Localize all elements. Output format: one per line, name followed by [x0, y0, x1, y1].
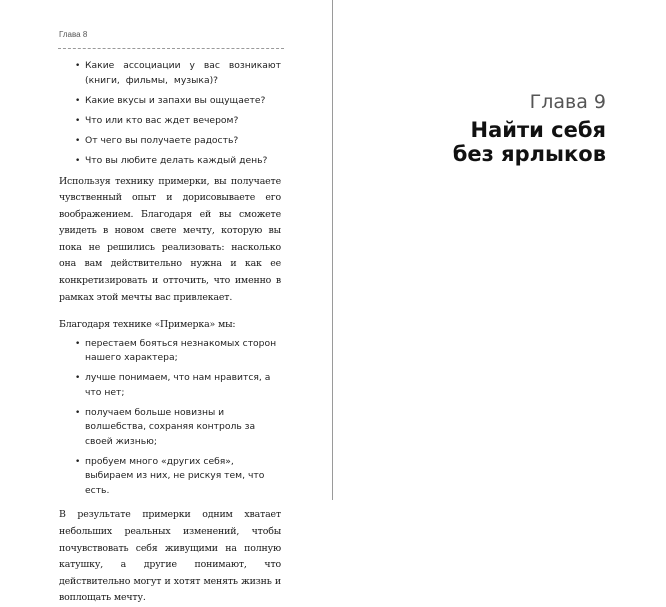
benefits-list — [59, 337, 281, 499]
list-item — [59, 59, 281, 88]
list-item — [59, 134, 281, 149]
list-item-text: От чего вы получаете радость? — [85, 134, 239, 146]
right-page — [333, 0, 666, 500]
list-item — [59, 455, 281, 499]
left-page-content — [59, 59, 281, 607]
questions-list — [59, 59, 281, 168]
list-item-text: лучше понимаем, что нам нравится, а что нет; — [85, 372, 271, 398]
lead-in-sentence: Благодаря технике «Примерка» мы: — [59, 319, 236, 331]
list-item — [59, 337, 281, 366]
chapter-title-line-2: без ярлыков — [452, 142, 606, 166]
list-item-text: получаем больше новизны и волшебства, сохраняя контроль за своей жизнью; — [85, 406, 256, 447]
bullet-icon: • — [75, 373, 81, 384]
list-item — [59, 114, 281, 129]
list-item-text: Что или кто вас ждет вечером? — [85, 114, 239, 126]
closing-paragraph: В результате примерки одним хватает небольших реальных изменений, чтобы почувствовать себя живущими на полную катушку, а другие понимают, что действительно могут и хотят менять жизнь и воплощать мечту. — [59, 509, 281, 604]
bullet-icon: • — [75, 338, 81, 349]
list-item-text: перестаем бояться незнакомых сторон нашего характера; — [85, 337, 277, 364]
list-item-text: Что вы любите делать каждый день? — [85, 154, 268, 166]
bullet-icon: • — [75, 95, 81, 106]
running-head: Глава 8 — [59, 30, 88, 39]
list-item-text: Какие ассоциации у вас возникают (книги, фильмы, музыка)? — [85, 60, 281, 86]
chapter-title-line-1: Найти себя — [470, 118, 606, 142]
chapter-title — [453, 118, 606, 166]
bullet-icon: • — [75, 61, 81, 71]
bullet-icon: • — [75, 407, 81, 418]
bullet-icon: • — [75, 155, 81, 166]
left-page — [0, 0, 332, 604]
list-item — [59, 154, 281, 169]
bullet-icon: • — [75, 456, 81, 467]
list-item — [59, 371, 281, 400]
chapter-number: Глава 9 — [529, 91, 606, 113]
list-item — [59, 406, 281, 450]
list-item-text: Какие вкусы и запахи вы ощущаете? — [85, 94, 266, 106]
list-item-text: пробуем много «других себя», выбираем из них, не рискуя тем, что есть. — [85, 455, 265, 496]
body-paragraph: Используя технику примерки, вы получаете чувственный опыт и дорисовываете его воображением. Благодаря ей вы сможете увидеть в новом свете мечту, которую вы пока не решились реализовать: насколько она вам действительно нужна и как ее конкретизировать и отточить, что именно в рамках этой мечты вас привлекает. — [59, 175, 281, 303]
list-item — [59, 94, 281, 109]
bullet-icon: • — [75, 115, 81, 126]
header-divider — [58, 48, 284, 49]
bullet-icon: • — [75, 135, 81, 146]
chapter-heading — [453, 90, 606, 166]
